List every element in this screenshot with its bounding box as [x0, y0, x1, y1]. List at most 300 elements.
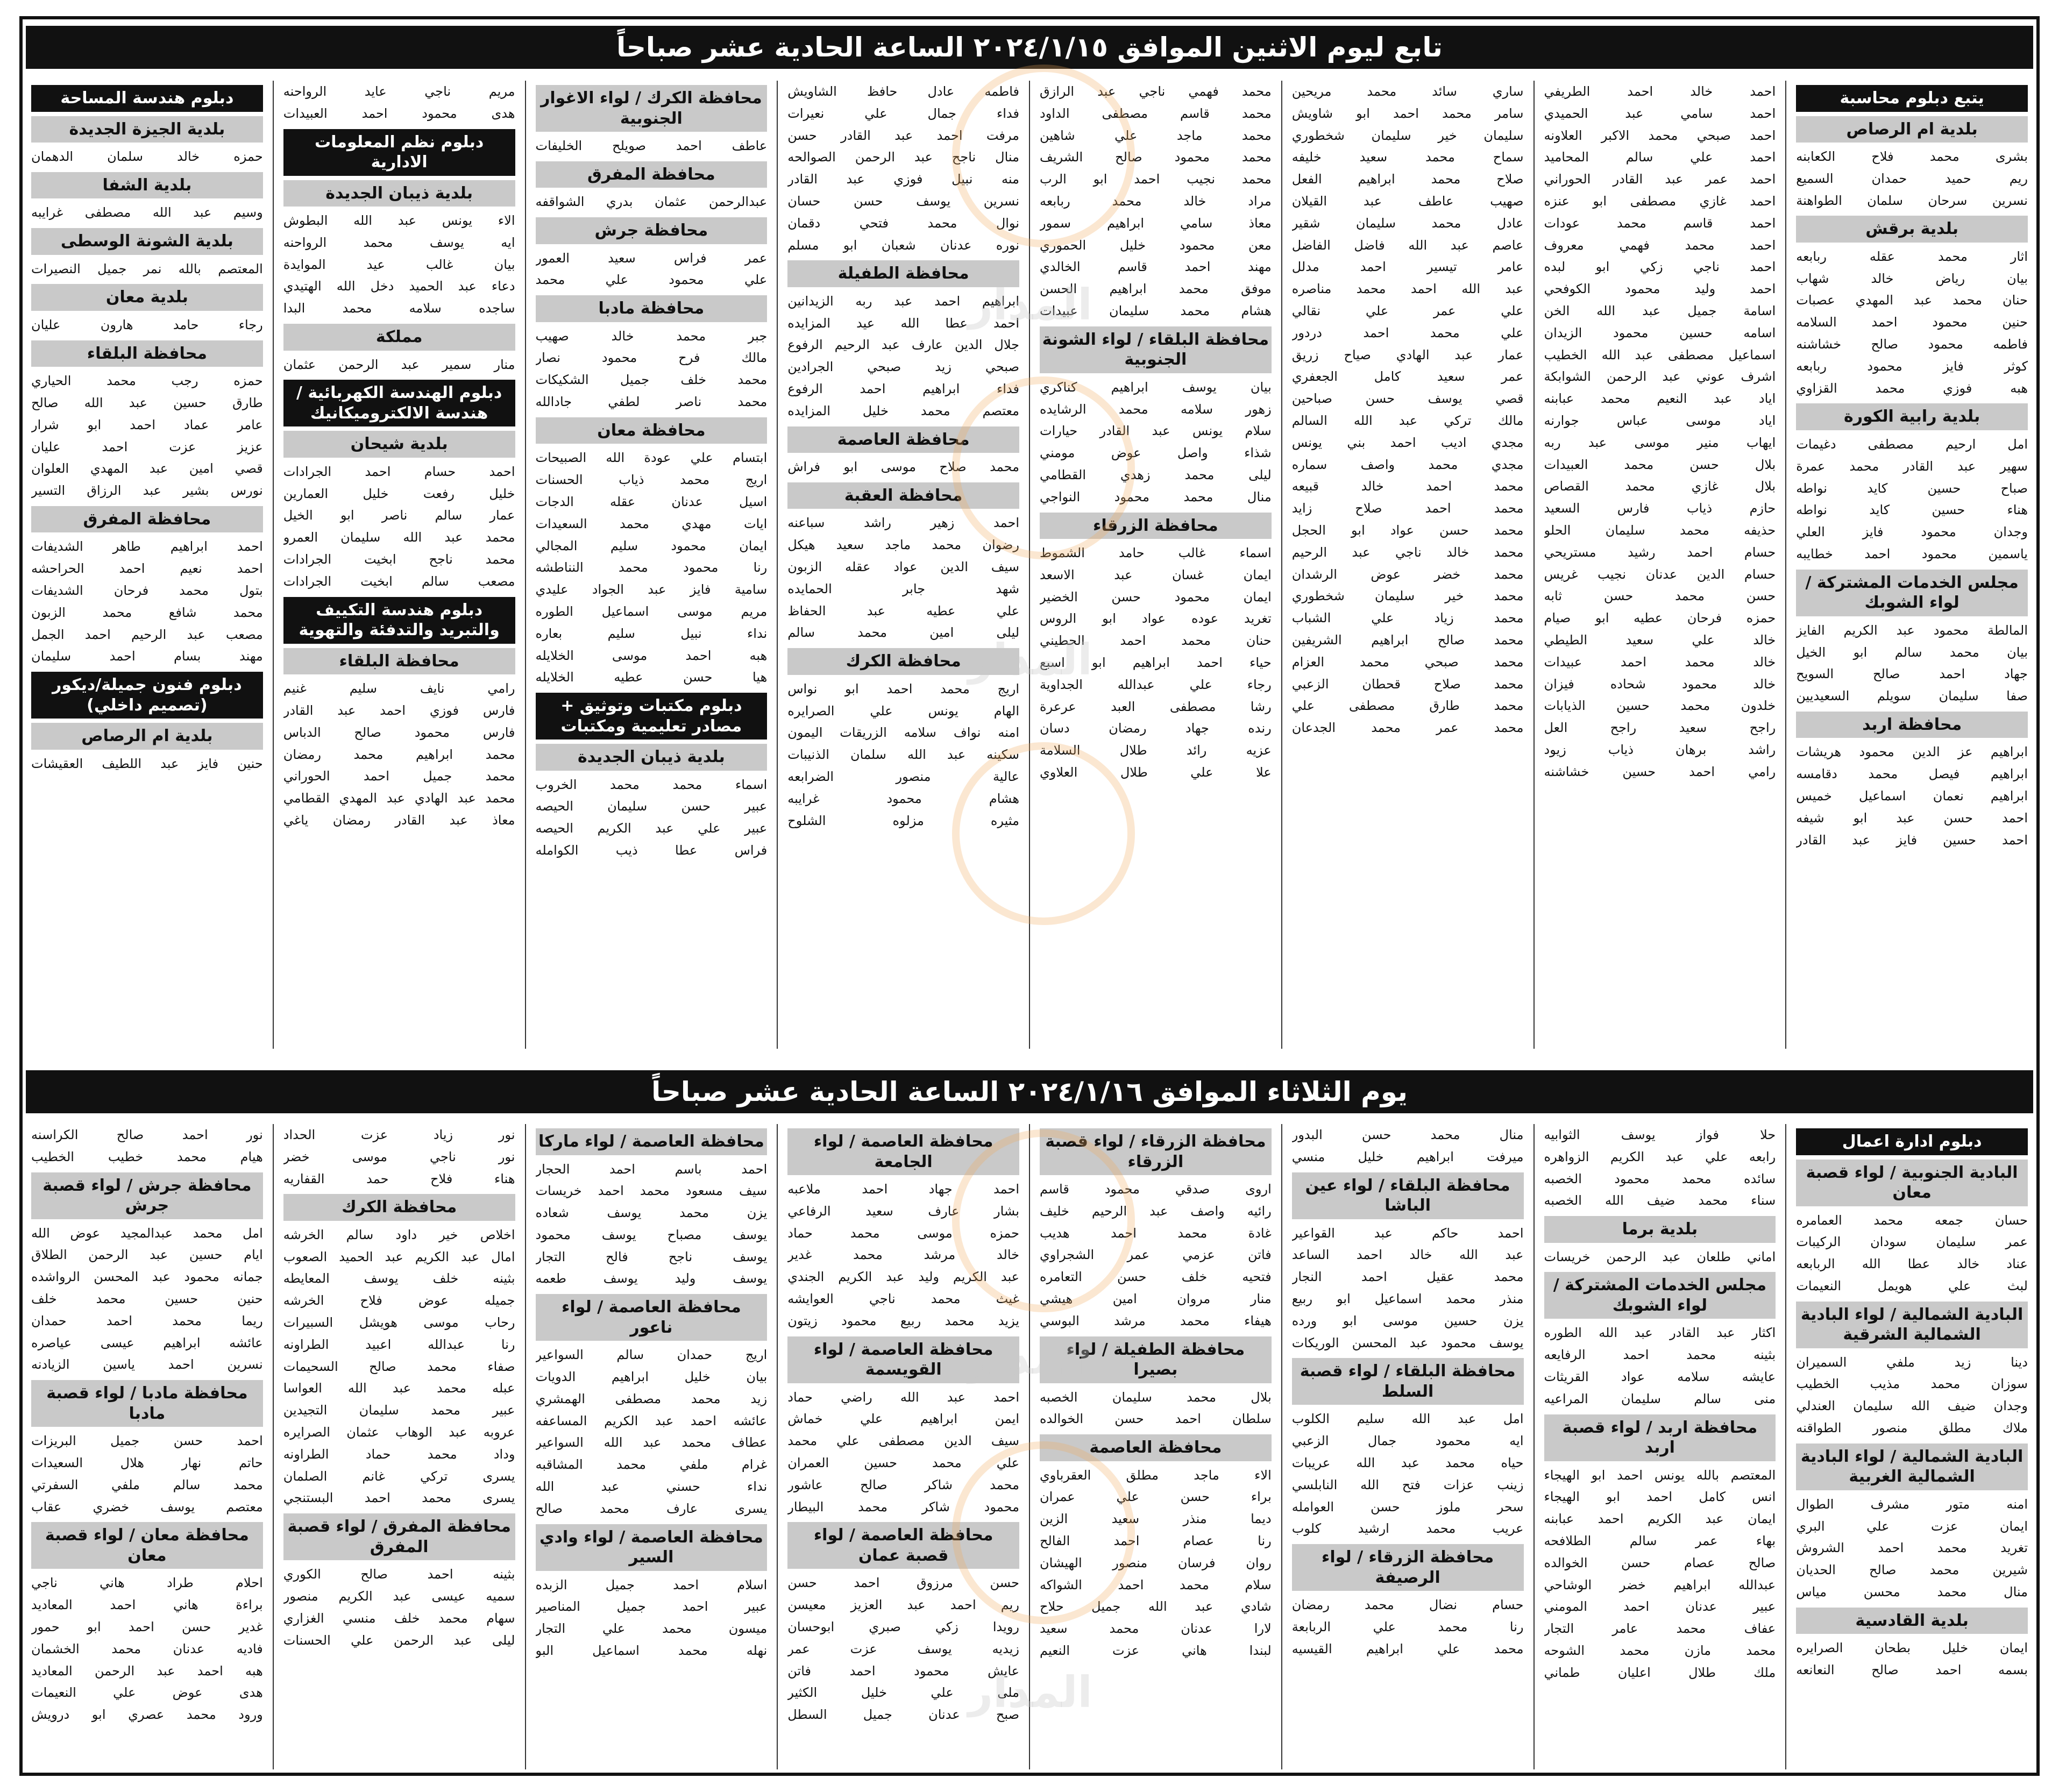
candidate-name: عائشه ابراهيم عيسى عياصره	[31, 1335, 263, 1350]
watermark-stamp	[952, 1441, 1135, 1624]
candidate-name: نسرين احمد ياسين الزيادنه	[31, 1357, 263, 1373]
candidate-name: محمد جميل احمد الحوراني	[283, 769, 515, 784]
candidate-name: رابعه علي عبد الكريم الزواهره	[1544, 1149, 1776, 1164]
candidate-name: المعتصم بالله يونس احمد ابو الهيجاء	[1544, 1467, 1776, 1483]
candidate-name: عادل محمد سليمان شقير	[1291, 215, 1524, 231]
candidate-name: المعتصم بالله نمر جميل النصيرات	[31, 261, 263, 276]
candidate-name: شادي عبد الله جميل حلاح	[1040, 1599, 1272, 1615]
watermark-stamp	[952, 65, 1135, 247]
candidate-name: صفاء محمد صالح السحيمات	[283, 1359, 515, 1374]
candidate-name: حمزه فرحان عطيه ابو صيام	[1544, 610, 1776, 626]
location-heading: محافظة مادبا	[536, 295, 768, 322]
candidate-name: ريم حميد حمدان السميع	[1796, 170, 2028, 186]
candidate-name: ايمان عزت علي البري	[1796, 1518, 2028, 1534]
candidate-name: فاطمه محمود صالح خشاشنه	[1796, 337, 2028, 352]
candidate-name: جلال الدين عارف عبد الرحيم الرفوع	[787, 337, 1019, 353]
candidate-name: قصي امين عبد المهدي العلوان	[31, 461, 263, 477]
specialty-heading: دبلوم فنون جميلة/ديكور (تصميم داخلي)	[31, 672, 263, 719]
candidate-name: منه نبيل فوزي عبد القادر	[787, 172, 1019, 187]
location-heading: بلدية الشونة الوسطى	[31, 228, 263, 255]
candidate-name: محمد خير سليمان شخطوري	[1291, 588, 1524, 604]
candidate-name: محمد صلاح موسى ابو فراش	[787, 459, 1019, 475]
candidate-name: حسام نضال محمد رمضان	[1291, 1597, 1524, 1613]
candidate-name: عامر تيسير احمد مدلل	[1291, 259, 1524, 275]
candidate-name: امل عبد الله سليم الكلوب	[1291, 1411, 1524, 1427]
candidate-name: ايه يوسف محمد الرواحنه	[283, 234, 515, 250]
candidate-name: ايمان غسان عبد الاسعد	[1040, 567, 1272, 582]
candidate-name: غادة محمد احمد هديب	[1040, 1225, 1272, 1241]
candidate-name: اسامة جميل عبد الله الخن	[1544, 303, 1776, 318]
candidate-name: كوثر فايز محمود ربابعه	[1796, 358, 2028, 374]
candidate-name: عناد خالد عطا الله الربابعه	[1796, 1256, 2028, 1272]
candidate-name: محمد علي ابراهيم القيسيه	[1291, 1641, 1524, 1656]
candidate-name: هبه فوزي محمد القزاوي	[1796, 380, 2028, 396]
candidate-name: رضوان محمد ماجد سعيد هيكل	[787, 537, 1019, 553]
candidate-name: صبح عدنان جميل السطل	[787, 1707, 1019, 1723]
location-heading: محافظة الطفيلة	[787, 260, 1019, 287]
candidate-name: عبير علي عبد الكريم الحيصه	[535, 821, 768, 836]
location-heading: محافظة المفرق / لواء قصبة المفرق	[283, 1513, 515, 1560]
list-column	[1281, 81, 1533, 1049]
candidate-name: حاتم نهار هلال السعيدات	[31, 1455, 263, 1470]
location-heading: البادية الشمالية / لواء البادية الشمالية الشرقية	[1796, 1302, 2028, 1348]
candidate-name: امنه نواف سلامه الزريقات اليمون	[787, 725, 1019, 741]
candidate-name: احمد حسين فايز عبد القادر	[1796, 832, 2028, 848]
candidate-name: علي محمود علي محمد	[535, 272, 768, 288]
candidate-name: اريج محمد احمد ابو نواس	[787, 681, 1019, 696]
candidate-name: اماني طلعان عبد الرحمن خريسات	[1544, 1249, 1776, 1264]
candidate-name: انس كامل احمد ابو الهيجاء	[1544, 1489, 1776, 1505]
candidate-name: تغريد محمد احمد الشروش	[1796, 1540, 2028, 1556]
candidate-name: اخلاص خير داود سالم الخرشه	[283, 1227, 515, 1242]
candidate-name: علي عمر علي نقالي	[1291, 303, 1524, 318]
candidate-name: ساجده سلامه محمد البدا	[283, 301, 515, 316]
candidate-name: اسماء محمد محمد الخروب	[535, 777, 768, 792]
candidate-name: عمار عبد الهادي صياح زريق	[1291, 347, 1524, 362]
candidate-name: حازم ذياب فارس السعيد	[1544, 501, 1776, 516]
candidate-name: وسيم عبد الله مصطفى غرايبه	[31, 205, 263, 221]
candidate-name: احمد سامي عبد الحميدي	[1544, 105, 1776, 121]
candidate-name: شذاء واصل عوض مومني	[1040, 445, 1272, 461]
candidate-name: حسان جمعه محمد العمامره	[1796, 1212, 2028, 1228]
location-heading: مجلس الخدمات المشتركة / لواء الشوبك	[1796, 570, 2028, 616]
candidate-name: ليلى امين محمد سالم	[787, 625, 1019, 641]
candidate-name: ورود محمد عصري ابو درويش	[31, 1707, 263, 1723]
candidate-name: محمد سالم ملفي السفرتي	[31, 1477, 263, 1492]
candidate-name: احمد حسن جميل البريزات	[31, 1433, 263, 1449]
candidate-name: يسرى تركي غانم الصلمان	[283, 1468, 515, 1484]
location-heading: محافظة الكرك / لواء الاغوار الجنوبية	[536, 85, 768, 132]
candidate-name: رشا مصطفى العبد عرعرة	[1040, 699, 1272, 714]
candidate-name: بيان خليل ابراهيم الدويات	[535, 1369, 768, 1385]
candidate-name: علا علي طلال العلاوي	[1040, 765, 1272, 780]
candidate-name: محمد صلاح قحطان الزعبي	[1291, 676, 1524, 692]
candidate-name: عروبه عبد الوهاب عثمان الصرايره	[283, 1425, 515, 1440]
location-heading: محافظة الزرقاء / لواء قصبة الزرقاء	[1040, 1128, 1272, 1175]
candidate-name: حنين محمود احمد السلامه	[1796, 315, 2028, 330]
location-heading: محافظة العاصمة / لواء ناعور	[536, 1294, 768, 1341]
candidate-name: مراد خالد محمد ربابعه	[1040, 193, 1272, 209]
candidate-name: بتول محمد فرحان الشديفات	[31, 583, 263, 599]
candidate-name: سهير عبد القادر محمد عمرة	[1796, 458, 2028, 474]
candidate-name: احمد عبد الله راضي حماد	[787, 1389, 1019, 1405]
candidate-name: احمد ناجي زكي ابو لبده	[1544, 259, 1776, 275]
specialty-heading: دبلوم هندسة المساحة	[31, 85, 263, 112]
location-heading: البادية الشمالية / لواء البادية الشمالية الغربية	[1796, 1443, 2028, 1490]
candidate-name: مالك تركي عبد الله السالم	[1291, 413, 1524, 428]
candidate-name: سوزان محمد مذيب الخطيب	[1796, 1376, 2028, 1392]
candidate-name: نور زياد عزت الحداد	[283, 1127, 515, 1142]
candidate-name: ياسمين محمود احمد خطايبه	[1796, 546, 2028, 561]
candidate-name: عبير احمد جميل المناصير	[535, 1599, 768, 1615]
candidate-name: صفا سليمان سويلم السعيديين	[1796, 688, 2028, 704]
candidate-name: علي عطيه عبد الحفاظ	[787, 603, 1019, 618]
candidate-name: اسيل عدنان عقله الدجات	[535, 494, 768, 509]
candidate-name: دينا زيد ملفي السميران	[1796, 1354, 2028, 1370]
candidate-name: خالد علي سعيد الطيطي	[1544, 632, 1776, 648]
candidate-name: معتصم يوسف خضري عقاب	[31, 1499, 263, 1514]
watermark-text: المدار	[968, 280, 1092, 330]
candidate-name: جهاد احمد صالح السويح	[1796, 666, 2028, 682]
candidate-name: نور ناجي موسى خضر	[283, 1149, 515, 1164]
candidate-name: حسام الدين عدنان نجيب غريس	[1544, 566, 1776, 582]
candidate-name: بثينه احمد صالح الكوري	[283, 1567, 515, 1582]
candidate-name: حياء احمد ابراهيم ابو اسبع	[1040, 655, 1272, 671]
specialty-heading: دبلوم ادارة اعمال	[1796, 1128, 2028, 1155]
candidate-name: محمد عمر محمد الجدعان	[1291, 720, 1524, 736]
candidate-name: لبث علي هويمل النعيمات	[1796, 1278, 2028, 1293]
specialty-heading: دبلوم مكتبات وتوثيق + مصادر تعليمية ومكتبات	[536, 693, 768, 739]
candidate-name: اثار محمد عقله ربابعه	[1796, 248, 2028, 264]
candidate-name: منال محمد محمود النواجي	[1040, 489, 1272, 504]
candidate-name: وجدان ضيف الله سليمان العندلي	[1796, 1398, 2028, 1414]
candidate-name: محمد نجيب احمد ابو الرب	[1040, 172, 1272, 187]
candidate-name: ايمن ابراهيم علي خماش	[787, 1411, 1019, 1427]
candidate-name: خالد مرشد محمد غدير	[787, 1247, 1019, 1263]
candidate-name: عريب محمد ارشيد كلوب	[1291, 1521, 1524, 1537]
location-heading: محافظة الكرك	[283, 1194, 515, 1221]
candidate-name: محمد صالح ابراهيم الشريفين	[1291, 632, 1524, 648]
candidate-name: احمد وليد محمود الكوفحي	[1544, 281, 1776, 297]
candidate-name: سلطان احمد حسن الخوالده	[1040, 1411, 1272, 1427]
candidate-name: اسماء غالب حامد الشموط	[1040, 545, 1272, 561]
candidate-name: احمد غازي مصطفى ابو عنزه	[1544, 193, 1776, 209]
candidate-name: مالك فرح محمود نصار	[535, 350, 768, 366]
list-column	[1533, 81, 1786, 1049]
location-heading: محافظة معان	[536, 417, 768, 444]
candidate-name: بهاء عمر سالم الطلافحه	[1544, 1533, 1776, 1549]
location-heading: بلدية برقش	[1796, 216, 2028, 243]
candidate-name: ليلى عبد الرحمن علي الحسنات	[283, 1632, 515, 1648]
candidate-name: محمد ابراهيم محمد رمضان	[283, 746, 515, 762]
candidate-name: عبد الله احمد محمد مناصره	[1291, 281, 1524, 297]
candidate-name: رنده جهاد رمضان دسان	[1040, 721, 1272, 736]
watermark-stamp	[952, 1129, 1135, 1312]
list-column	[273, 81, 525, 1049]
candidate-name: مرفت احمد عبد القادر حسن	[787, 127, 1019, 143]
candidate-name: عالية منصور الضرابعه	[787, 769, 1019, 784]
candidate-name: يوسف محمود عبد المحسن الوريكات	[1291, 1335, 1524, 1350]
candidate-name: فراس عطا ذيب الكوامله	[535, 843, 768, 858]
candidate-name: زينب عزات فتح الله النابلسي	[1291, 1477, 1524, 1492]
candidate-name: ملى علي خليل الكثير	[787, 1685, 1019, 1701]
candidate-name: محمد خضر عوض الرشدان	[1291, 566, 1524, 582]
candidate-name: حنين فايز عبد اللطيف العقيشات	[31, 756, 263, 771]
candidate-name: حذيفه محمد سليمان الحلو	[1544, 522, 1776, 538]
candidate-name: احمد عطا الله عيد المزايده	[787, 315, 1019, 331]
candidate-name: ايمان محمود سليم المجالي	[535, 538, 768, 553]
location-heading: بلدية ذيبان الجديدة	[283, 180, 515, 207]
candidate-name: احمد زهير راشد سباعنه	[787, 515, 1019, 531]
candidate-name: احمد باسم احمد الحجار	[535, 1161, 768, 1177]
candidate-name: حياه محمد عبد الله عريبات	[1291, 1455, 1524, 1470]
candidate-name: غدير حسن احمد ابو حمور	[31, 1619, 263, 1634]
candidate-name: منار سمير عبد الرحمن عثمان	[283, 357, 515, 372]
candidate-name: عبدالرحمن عثمان بدري الشواقفه	[535, 194, 768, 210]
candidate-name: شهد جابر الحمايده	[787, 581, 1019, 596]
candidate-name: سهام محمد خلف منسي الغزاري	[283, 1610, 515, 1626]
candidate-name: نداء نبيل سليم بعاره	[535, 625, 768, 641]
list-column	[1281, 1124, 1533, 1769]
candidate-name: مثيره مزلوه الشلوح	[787, 813, 1019, 828]
candidate-name: نور احمد صالح الكراسنه	[31, 1127, 263, 1142]
location-heading: محافظة العاصمة / لواء القويسمة	[787, 1336, 1019, 1383]
watermark-stamp	[952, 376, 1135, 559]
candidate-name: احمد عمر عبد القادر الحوراني	[1544, 172, 1776, 187]
candidate-name: اسلام احمد جميل الزبده	[535, 1577, 768, 1592]
candidate-name: فداء جمال علي نعيرات	[787, 105, 1019, 121]
candidate-name: بثينه خلف يوسف المعايطه	[283, 1271, 515, 1286]
location-heading: محافظة المفرق	[31, 506, 263, 533]
candidate-name: ميسون محمد علي التجار	[535, 1621, 768, 1637]
candidate-name: محمد عبد الهادي عبد المهدي القطامي	[283, 791, 515, 806]
candidate-name: علي محمد حسين العمران	[787, 1455, 1019, 1470]
specialty-heading: يتبع دبلوم محاسبة	[1796, 85, 2028, 112]
candidate-name: ابراهيم فيصل محمد دقامسه	[1796, 766, 2028, 782]
candidate-name: الهام يونس علي الصرايره	[787, 703, 1019, 719]
candidate-name: صهيب عاطف عبد القيلان	[1291, 193, 1524, 209]
candidate-name: خلدون محمد حسين الذيابات	[1544, 698, 1776, 714]
candidate-name: بلال محمد سليمان الخصبه	[1040, 1389, 1272, 1405]
candidate-name: فارس فوزي احمد عبد القادر	[283, 702, 515, 718]
candidate-name: صباح حسين كايد نواطه	[1796, 480, 2028, 496]
candidate-name: احمد محمد فهمي معروف	[1544, 237, 1776, 253]
candidate-name: رنا محمد علي الربابعة	[1291, 1619, 1524, 1634]
location-heading: بلدية ام الرصاص	[1796, 116, 2028, 143]
candidate-name: سيف مسعود محمد احمد خريسات	[535, 1183, 768, 1199]
location-heading: محافظة العقبة	[787, 482, 1019, 509]
candidate-name: يزن حسين موسى ابو ورده	[1291, 1313, 1524, 1328]
location-heading: محافظة العاصمة / لواء ماركا	[536, 1128, 768, 1155]
location-heading: محافظة الزرقاء / لواء الرصيفة	[1292, 1544, 1524, 1591]
location-heading: محافظة مادبا / لواء قصبة مادبا	[31, 1380, 263, 1427]
candidate-name: حلا فواز يوسف الثوابيه	[1544, 1127, 1776, 1142]
candidate-name: اسامه حسين محمود الزيدان	[1544, 325, 1776, 340]
candidate-name: براء حسن علي عمران	[1040, 1489, 1272, 1505]
candidate-name: فارس محمود صالح الدباس	[283, 724, 515, 740]
candidate-name: حمزه رجب محمد الحياري	[31, 373, 263, 389]
specialty-heading: دبلوم هندسة التكييف والتبريد والتدفئة والتهوية	[283, 597, 515, 644]
candidate-name: رنا عبدالله اعبيد الطراونه	[283, 1336, 515, 1352]
candidate-name: سيف الدين عواد عقله الزبون	[787, 559, 1019, 575]
candidate-name: بشار عارف سعيد الرفاعي	[787, 1203, 1019, 1219]
candidate-name: محمد عقيل احمد النجار	[1291, 1269, 1524, 1285]
candidate-name: منار مروان امين هيشي	[1040, 1291, 1272, 1306]
candidate-name: احلام طراد هاني ناجي	[31, 1575, 263, 1591]
location-heading: بلدية ام الرصاص	[31, 723, 263, 750]
location-heading: محافظة الزرقاء	[1040, 513, 1272, 539]
candidate-name: فاديه عدنان محمد الخشمان	[31, 1641, 263, 1656]
candidate-name: بسمه احمد صالح النعانعه	[1796, 1662, 2028, 1678]
candidate-name: عفاف محمد عامر التجار	[1544, 1621, 1776, 1637]
candidate-name: محمد احمد خالد قبيعه	[1291, 479, 1524, 494]
candidate-name: محمد قاسم مصطفى الداود	[1040, 105, 1272, 121]
candidate-name: هدى عوض علي النعيمات	[31, 1685, 263, 1701]
candidate-name: عمر سعيد كامل الجعفري	[1291, 369, 1524, 385]
candidate-name: معاذ عبد القادر رمضان ياغي	[283, 812, 515, 828]
candidate-name: عائشه احمد عبد الكريم المساعفه	[535, 1413, 768, 1428]
candidate-name: نداء حسني عبد الله	[535, 1479, 768, 1495]
candidate-name: ابراهيم نعمان اسماعيل خميس	[1796, 788, 2028, 804]
candidate-name: يزن محمد يوسف شعاده	[535, 1205, 768, 1221]
location-heading: محافظة العاصمة / لواء وادي السير	[536, 1524, 768, 1571]
candidate-name: علي محمد احمد دردور	[1291, 325, 1524, 340]
watermark-stamp	[952, 742, 1135, 925]
location-heading: محافظة البلقاء	[283, 648, 515, 675]
candidate-name: سليمان خير سليمان شخطوري	[1291, 127, 1524, 143]
candidate-name: طارق حسين عبد الله صالح	[31, 395, 263, 410]
candidate-name: محمد شافع محمد الزبون	[31, 605, 263, 620]
candidate-name: امنه متور مشرف الطوال	[1796, 1496, 2028, 1512]
candidate-name: احمد حسام احمد الجرادات	[283, 464, 515, 479]
candidate-name: محمد محمود صالح الشريف	[1040, 150, 1272, 165]
candidate-name: احمد قاسم محمد عودات	[1544, 215, 1776, 231]
candidate-name: عمر سليمان سودان الركيبات	[1796, 1234, 2028, 1250]
candidate-name: هيا حسن عطيه الخلايله	[535, 670, 768, 685]
candidate-name: بيان يوسف ابراهيم كناكري	[1040, 379, 1272, 395]
candidate-name: عبله محمد عبد الله العواسا	[283, 1381, 515, 1396]
location-heading: بلدية ذيبان الجديدة	[536, 744, 768, 771]
candidate-name: احمد علي سالم المحاميد	[1544, 150, 1776, 165]
candidate-name: اياد عبد النعيم محمد عبابنه	[1544, 391, 1776, 407]
candidate-name: نوال محمد فتحي دقمان	[787, 215, 1019, 231]
candidate-name: عبد الله خالد احمد الساعد	[1291, 1247, 1524, 1263]
candidate-name: محمد فهمي ناجي عبد الرازق	[1040, 84, 1272, 99]
candidate-name: اريج محمد ذياب الحسنات	[535, 472, 768, 488]
candidate-name: هشام محمود غرايبه	[787, 791, 1019, 806]
location-heading: بلدية رابية الكورة	[1796, 403, 2028, 430]
candidate-name: ملاك مطلق منصور الطواقنه	[1796, 1420, 2028, 1436]
candidate-name: بيان رياض خالد شهاب	[1796, 271, 2028, 286]
candidate-name: يوسف وليد يوسف طعمه	[535, 1271, 768, 1286]
candidate-name: امل ارحيم مصطفى دغيمات	[1796, 436, 2028, 452]
location-heading: محافظة العاصمة	[1040, 1434, 1272, 1461]
candidate-name: فتحيه خلف حسن التعامره	[1040, 1269, 1272, 1285]
candidate-name: سماح محمد سعيد خليفه	[1291, 150, 1524, 165]
candidate-name: عايشه سلامه عواد القريثات	[1544, 1369, 1776, 1385]
location-heading: محافظة الطفيلة / لواء بصيرا	[1040, 1336, 1272, 1383]
candidate-name: حمزه خالد سلمان الدهمان	[31, 149, 263, 164]
candidate-name: غيث محمد ناجي العوايشه	[787, 1291, 1019, 1306]
candidate-name: احمد حسن عبد ابو شيفه	[1796, 810, 2028, 826]
candidate-name: مصعب سالم ابخيت الجرادات	[283, 573, 515, 589]
list-column	[1785, 1124, 2037, 1769]
location-heading: محافظة اربد / لواء قصبة اربد	[1544, 1414, 1776, 1461]
candidate-name: عايش محمود احمد فاتن	[787, 1663, 1019, 1679]
candidate-name: رامي نايف سليم غنيم	[283, 681, 515, 696]
candidate-name: براءة هاني احمد المعاديد	[31, 1597, 263, 1613]
candidate-name: ملك طلال اعليان طماني	[1544, 1665, 1776, 1680]
candidate-name: مجدي اديب احمد بني يونس	[1291, 435, 1524, 450]
location-heading: بلدية شيحان	[283, 431, 515, 458]
candidate-name: سلام يونس عبد القادر حيارات	[1040, 423, 1272, 439]
candidate-name: ريم احمد عبد العزيز معيسن	[787, 1597, 1019, 1613]
candidate-name: معاذ سامي ابراهيم سمور	[1040, 215, 1272, 231]
candidate-name: عاصم عبد الله فاضل الفاضل	[1291, 237, 1524, 253]
candidate-name: نورس بشير عبد الرزاق التسير	[31, 483, 263, 499]
candidate-name: عزيه رائد طلال السلامة	[1040, 743, 1272, 758]
candidate-name: اسماعيل مصطفى عبد الله الخطيب	[1544, 347, 1776, 362]
candidate-name: عاطف احمد صويلح الخليفات	[535, 138, 768, 153]
candidate-name: سامر محمد احمد ابو شاويش	[1291, 105, 1524, 121]
location-heading: بلدية برما	[1544, 1216, 1776, 1243]
location-heading: محافظة جرش	[536, 217, 768, 244]
candidate-name: محمد خلف جميل الشكيكات	[535, 372, 768, 388]
location-heading: بلدية القادسية	[1796, 1608, 2028, 1634]
candidate-name: يسرى عارف محمد صالح	[535, 1501, 768, 1516]
candidate-name: حسن مرزوق احمد حسن	[787, 1575, 1019, 1591]
candidate-name: سكينه عبد الله سلمان الذنيبات	[787, 747, 1019, 763]
candidate-name: صالح عصام حسن الخوالده	[1544, 1555, 1776, 1570]
candidate-name: ميرفت ابراهيم خليل منسي	[1291, 1149, 1524, 1164]
candidate-name: رامي احمد حسين خشاشنه	[1544, 764, 1776, 779]
candidate-name: امل محمد عبدالمجيد عوض الله	[31, 1225, 263, 1241]
candidate-name: رنا محمود محمد النناطشه	[535, 560, 768, 575]
candidate-name: رحاب موسى هويشل السبيرات	[283, 1315, 515, 1331]
candidate-name: لارا عدنان محمد سعيد	[1040, 1621, 1272, 1637]
candidate-name: معن محمود خليل الحموري	[1040, 237, 1272, 253]
candidate-name: بلال غازي محمد القصاص	[1544, 479, 1776, 494]
candidate-name: رنا عصام احمد الفالح	[1040, 1533, 1272, 1549]
candidate-name: احمد ابراهيم طاهر الشديفات	[31, 539, 263, 554]
candidate-name: رائيه واصف عبد الرحيم خليف	[1040, 1203, 1272, 1219]
candidate-name: لبندا هاني عزت النعيم	[1040, 1643, 1272, 1659]
candidate-name: ابراهيم عز الدين محمود هريشات	[1796, 744, 2028, 760]
candidate-name: هدى محمود احمد العبيدات	[283, 105, 515, 121]
candidate-name: ساري سائد محمد مريحين	[1291, 84, 1524, 99]
candidate-name: محمد طارق مصطفى علي	[1291, 698, 1524, 714]
candidate-name: محمد مازن محمد الشوحه	[1544, 1643, 1776, 1659]
candidate-name: عبد الكريم وليد عبد الكريم الجندي	[787, 1269, 1019, 1285]
candidate-name: محمد خالد ناجي عبد الرحيم	[1291, 544, 1524, 560]
candidate-name: هناء حسين كايد نواطه	[1796, 502, 2028, 518]
candidate-name: سائده محمد محمود الخصبه	[1544, 1171, 1776, 1186]
candidate-name: مصعب عبد الرحيم احمد الجمل	[31, 627, 263, 642]
candidate-name: عبير حسن سليمان الحيصه	[535, 799, 768, 814]
candidate-name: فاتن عزمي عمر الشجراوي	[1040, 1247, 1272, 1263]
candidate-name: محمد حسن عواد ابو الحجل	[1291, 522, 1524, 538]
candidate-name: تغريد عوده عواد ابو الروس	[1040, 611, 1272, 627]
candidate-name: ايات مهدي محمد السعيدات	[535, 516, 768, 531]
candidate-name: محمد شاكر صالح عاشور	[787, 1477, 1019, 1492]
candidate-name: محمد صبحي محمد العزام	[1291, 654, 1524, 670]
candidate-name: شيرين محمد صالح الحديان	[1796, 1562, 2028, 1578]
candidate-name: سلام محمد احمد الشواكه	[1040, 1577, 1272, 1592]
candidate-name: عمار سالم ناصر ابو الخيل	[283, 508, 515, 523]
candidate-name: اياد موسى عباس جوارنه	[1544, 413, 1776, 428]
candidate-name: خليل رفعت خليل العمارين	[283, 486, 515, 501]
location-heading: محافظة العاصمة / لواء الجامعة	[787, 1128, 1019, 1175]
